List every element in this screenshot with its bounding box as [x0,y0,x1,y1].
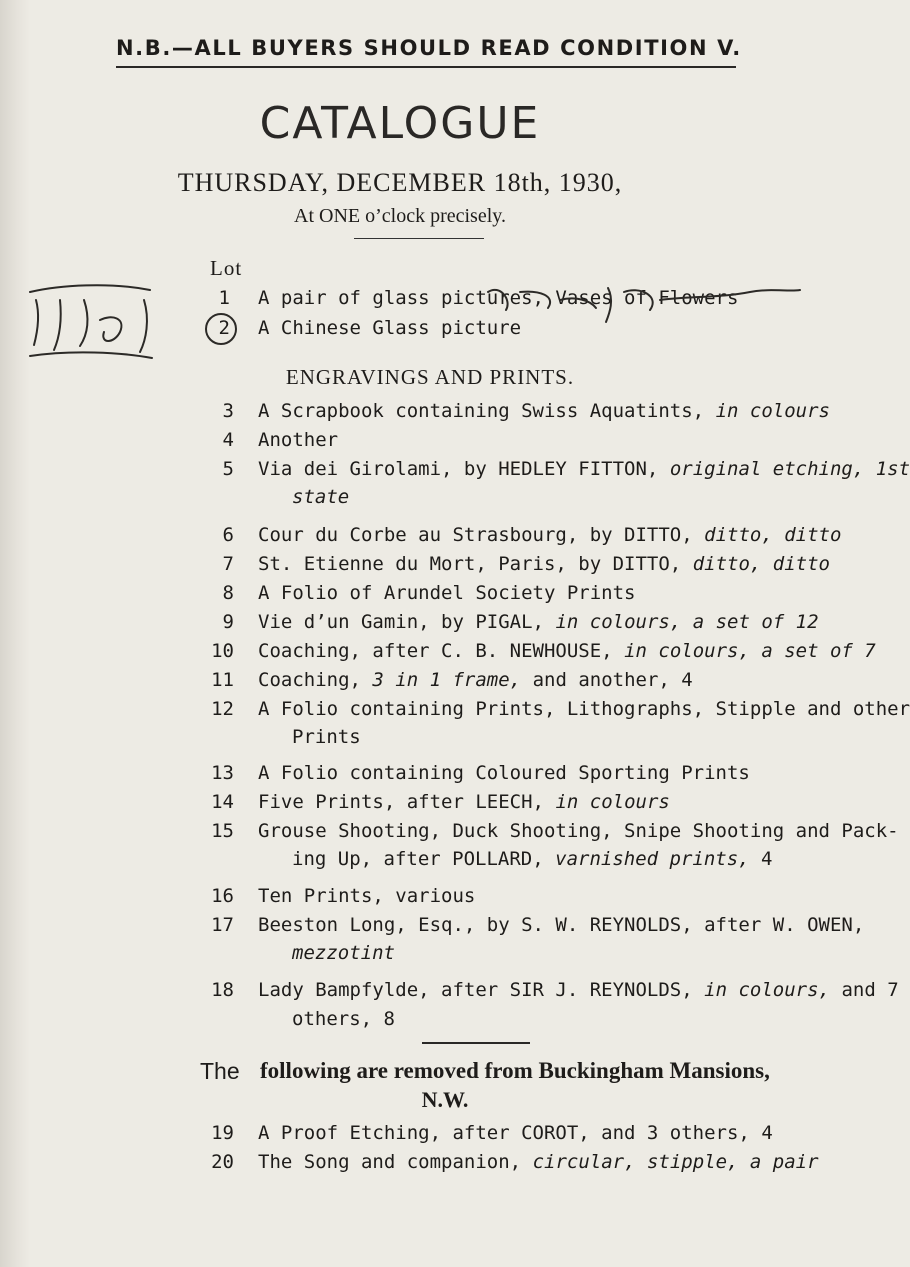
lot-description: Coaching, after C. B. NEWHOUSE, [258,640,613,662]
lot-number: 5 [222,458,234,480]
lot-number: 6 [222,524,234,546]
lot-description: A Chinese Glass picture [258,317,522,339]
lot-description: Cour du Corbe au Strasbourg, by DITTO, [258,524,693,546]
lot-note: state [292,486,350,508]
lot-note: varnished prints, [555,848,750,870]
lot-number: 9 [222,611,234,633]
sale-date: THURSDAY, DECEMBER 18th, 1930, [177,168,623,197]
lot-quantity: and 7 [841,979,899,1001]
lot-description: The Song and companion, [258,1151,522,1173]
removal-notice-lead: The [200,1058,240,1084]
lot-description: Prints [292,726,361,748]
lot-number: 16 [211,885,234,907]
lot-number: 20 [211,1151,234,1173]
condition-notice: N.B.—ALL BUYERS SHOULD READ CONDITION V. [116,36,742,60]
lot-description: Beeston Long, Esq., by S. W. REYNOLDS, after W. OWEN, [258,914,865,936]
lot-description: others, 8 [292,1008,395,1030]
lot-note: circular, stipple, a pair [532,1151,819,1173]
lot-note: 3 in 1 frame, [372,669,522,691]
lot-note: original etching, 1st [669,458,910,480]
lot-description: Vie d’un Gamin, by PIGAL, [258,611,544,633]
lot-description: A Proof Etching, after COROT, and 3 others, 4 [258,1122,773,1144]
lot-number: 12 [211,698,234,720]
divider-rule [422,1042,530,1044]
catalogue-title: CATALOGUE [259,98,541,149]
lot-number: 13 [211,762,234,784]
lot-description: Grouse Shooting, Duck Shooting, Snipe Shooting and Pack- [258,820,899,842]
lot-note: in colours, a set of 12 [555,611,819,633]
lot-quantity: 4 [761,848,773,870]
lot-number: 10 [211,640,234,662]
lot-description: Via dei Girolami, by HEDLEY FITTON, [258,458,659,480]
lot-number: 11 [211,669,234,691]
lot-number: 19 [211,1122,234,1144]
lot-description: Ten Prints, various [258,885,476,907]
lot-number: 18 [211,979,234,1001]
lot-description: A pair of glass pictures, Vases of Flowers [258,287,739,309]
removal-location: N.W. [421,1087,469,1112]
lot-description: A Folio containing Prints, Lithographs, Stipple and other [258,698,910,720]
lot-number: 8 [222,582,234,604]
sale-time: At ONE o’clock precisely. [294,205,506,227]
lot-note: ditto, ditto [692,553,830,575]
lot-note: in colours, [704,979,830,1001]
lot-description: Five Prints, after LEECH, [258,791,544,813]
divider-rule [354,238,484,239]
lot-note: in colours [715,400,830,422]
header-rule [116,66,736,68]
lot-description: A Folio containing Coloured Sporting Prints [258,762,750,784]
lot-note: in colours, a set of 7 [624,640,876,662]
lot-number: 17 [211,914,234,936]
lot-description: Coaching, [258,669,361,691]
lot-description: Lady Bampfylde, after SIR J. REYNOLDS, [258,979,693,1001]
lot-note: mezzotint [292,942,395,964]
lot-description: A Folio of Arundel Society Prints [258,582,636,604]
lot-number: 14 [211,791,234,813]
lot-number: 1 [218,287,230,309]
lot-description: St. Etienne du Mort, Paris, by DITTO, [258,553,682,575]
lot-number: 3 [222,400,234,422]
lot-quantity: and another, 4 [532,669,693,691]
lot-description: ing Up, after POLLARD, [292,848,544,870]
lot-note: ditto, ditto [704,524,842,546]
lot-note: in colours [555,791,670,813]
lot-number: 2 [218,317,230,339]
removal-notice-text: following are removed from Buckingham Mansions, [260,1058,770,1083]
lot-description: A Scrapbook containing Swiss Aquatints, [258,400,705,422]
lot-number: 15 [211,820,234,842]
lot-number: 4 [222,429,234,451]
lot-number: 7 [222,553,234,575]
lot-column-heading: Lot [210,256,243,280]
section-heading: ENGRAVINGS AND PRINTS. [285,365,575,389]
lot-description: Another [258,429,339,451]
